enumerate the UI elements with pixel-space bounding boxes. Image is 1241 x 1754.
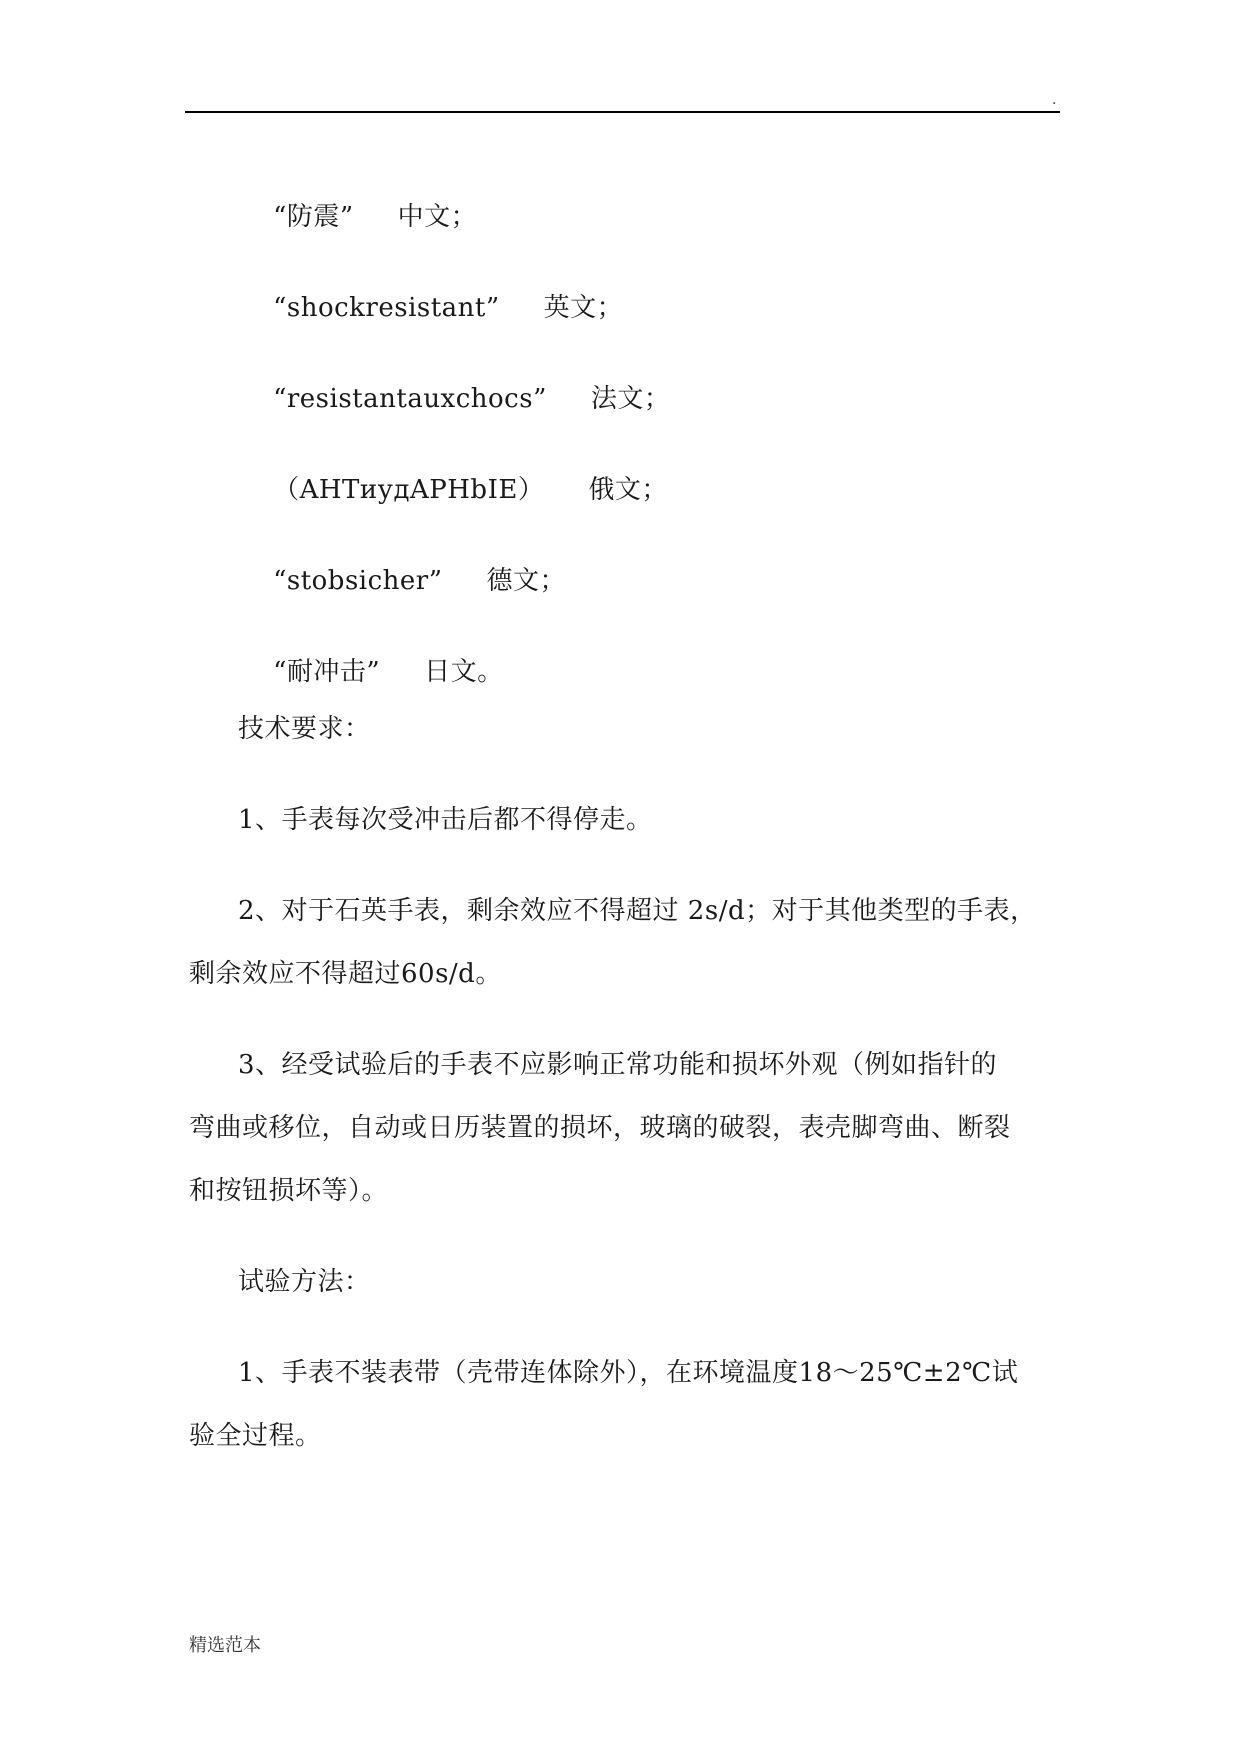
- translation-line-fr: [238, 348, 670, 450]
- test-method-item-1-line-2: 验全过程。: [189, 1421, 322, 1451]
- translation-lang: 德文；: [486, 566, 567, 596]
- translation-term: “stobsicher”: [273, 566, 443, 596]
- tech-requirement-item-3-line-3: 和按钮损坏等）。: [189, 1176, 389, 1206]
- translation-lang: 日文。: [424, 657, 504, 687]
- tech-requirement-item-3-line-1: 3、经受试验后的手表不应影响正常功能和损坏外观（例如指针的: [238, 1050, 998, 1080]
- tech-requirement-item-2-line-2: 剩余效应不得超过60s/d。: [189, 959, 502, 989]
- tech-requirement-item-3-line-2: 弯曲或移位，自动或日历装置的损坏，玻璃的破裂，表壳脚弯曲、断裂: [189, 1113, 1011, 1143]
- translation-line-ja: [238, 621, 504, 723]
- header-rule: [185, 111, 1060, 113]
- translation-lang: 中文；: [397, 202, 478, 232]
- test-method-item-1-line-1: 1、手表不装表带（壳带连体除外），在环境温度18～25℃±2℃试: [238, 1358, 1019, 1388]
- tech-requirement-item-1: 1、手表每次受冲击后都不得停走。: [238, 805, 653, 835]
- translation-line-en: [238, 257, 623, 359]
- header-dot: .: [1052, 92, 1057, 108]
- tech-requirement-item-2-line-1: 2、对于石英手表，剩余效应不得超过 2s/d；对于其他类型的手表，: [238, 896, 1037, 926]
- translation-line-ru: [238, 439, 668, 541]
- translation-lang: 法文；: [590, 384, 671, 414]
- translation-term: “防震”: [273, 202, 354, 232]
- tech-requirements-heading: 技术要求：: [238, 714, 371, 744]
- translation-lang: 俄文；: [588, 475, 668, 505]
- translation-term: “耐冲击”: [273, 657, 381, 687]
- translation-term: （AHTиудAPHbIE）: [273, 475, 545, 505]
- translation-line-de: [238, 530, 566, 632]
- translation-term: “shockresistant”: [273, 293, 500, 323]
- test-method-heading: 试验方法：: [238, 1267, 371, 1297]
- page-footer: 精选范本: [189, 1635, 261, 1656]
- translation-term: “resistantauxchocs”: [273, 384, 547, 414]
- translation-lang: 英文；: [543, 293, 624, 323]
- translation-line-zh: [238, 166, 477, 268]
